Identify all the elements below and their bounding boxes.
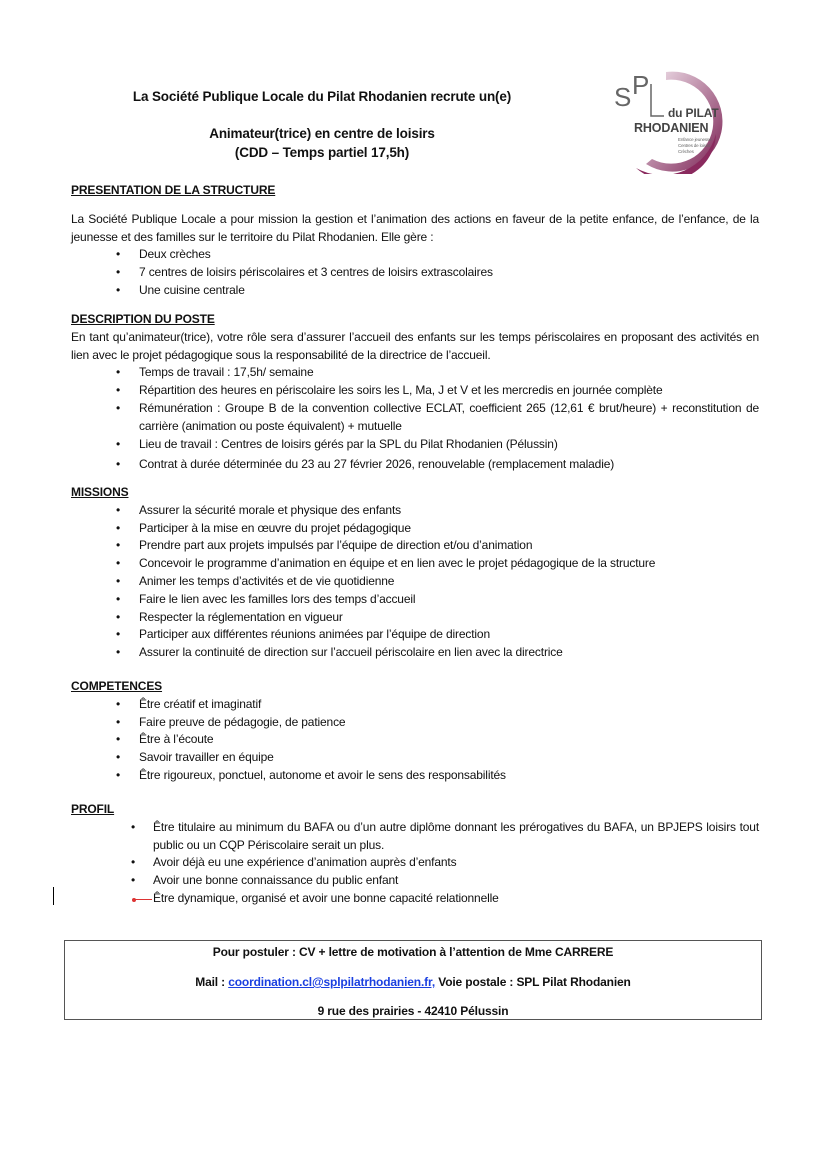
email-link[interactable]: coordination.cl@splpilatrhodanien.fr, <box>228 975 436 989</box>
section-missions <box>71 484 759 662</box>
list-item: • 7 centres de loisirs périscolaires et 3 centres de loisirs extrascolaires <box>71 264 759 282</box>
section-heading: PRESENTATION DE LA STRUCTURE <box>71 183 276 197</box>
list-item: • Savoir travailler en équipe <box>71 749 759 767</box>
list-item: • Participer à la mise en œuvre du projet pédagogique <box>71 520 759 538</box>
svg-text:du PILAT: du PILAT <box>668 106 719 120</box>
list-item: • Être créatif et imaginatif <box>71 696 759 714</box>
job-subtitle: (CDD – Temps partiel 17,5h) <box>234 145 410 160</box>
section-heading: MISSIONS <box>71 485 129 499</box>
svg-text:Centres de loisirs: Centres de loisirs <box>678 143 711 148</box>
svg-text:Enfance jeunesse: Enfance jeunesse <box>678 137 712 142</box>
list-item: • Rémunération : Groupe B de la convention collective ECLAT, coefficient 265 (12,61 € brut/heure) + reconstitution de carrière (animation ou poste équivalent) + mutuelle <box>71 400 759 436</box>
list-item: • Avoir une bonne connaissance du public enfant <box>71 872 759 890</box>
header-line: La Société Publique Locale du Pilat Rhodanien recrute un(e) <box>132 89 512 104</box>
svg-text:Crèches: Crèches <box>678 149 694 154</box>
section-heading: DESCRIPTION DU POSTE <box>71 312 215 326</box>
list-item: • Faire le lien avec les familles lors des temps d’accueil <box>71 591 759 609</box>
list-item: • Participer aux différentes réunions animées par l’équipe de direction <box>71 626 759 644</box>
paragraph: En tant qu’animateur(trice), votre rôle sera d’assurer l’accueil des enfants sur les temps périscolaires en proposant des activités en lien avec le projet pédagogique sous la responsabilité de la directrice de l’accueil. <box>71 329 759 362</box>
svg-text:RHODANIEN: RHODANIEN <box>634 121 709 135</box>
section-heading: PROFIL <box>71 802 115 816</box>
list-item: • Contrat à durée déterminée du 23 au 27 février 2026, renouvelable (remplacement maladie) <box>71 456 759 474</box>
section-profil <box>71 801 759 908</box>
list-item: • Temps de travail : 17,5h/ semaine <box>71 364 759 382</box>
list-item: • Prendre part aux projets impulsés par l’équipe de direction et/ou d’animation <box>71 537 759 555</box>
list-item: • Animer les temps d’activités et de vie quotidienne <box>71 573 759 591</box>
contact-line <box>65 975 761 989</box>
paragraph: La Société Publique Locale a pour mission la gestion et l’animation des actions en faveur de la petite enfance, de l’enfance, de la jeunesse et des familles sur le territoire du Pilat Rhodanien. Elle gère : <box>71 211 759 244</box>
job-title: Animateur(trice) en centre de loisirs <box>209 126 435 141</box>
svg-text:S: S <box>614 82 632 112</box>
list-item: • Faire preuve de pédagogie, de patience <box>71 714 759 732</box>
list-item: • Être à l’écoute <box>71 731 759 749</box>
list-item: • Deux crèches <box>71 246 759 264</box>
postal-label: Voie postale : SPL Pilat Rhodanien <box>435 975 631 989</box>
section-description <box>71 311 759 474</box>
change-bar <box>53 887 54 905</box>
apply-box <box>64 940 762 1020</box>
list-item: • Répartition des heures en périscolaire les soirs les L, Ma, J et V et les mercredis en journée complète <box>71 382 759 400</box>
apply-line: Pour postuler : CV + lettre de motivation à l’attention de Mme CARRERE <box>212 945 614 959</box>
list-item: • Lieu de travail : Centres de loisirs gérés par la SPL du Pilat Rhodanien (Pélussin) <box>71 436 759 454</box>
list-item: • Avoir déjà eu une expérience d’animation auprès d’enfants <box>71 854 759 872</box>
list-item-tracked-change: Être dynamique, organisé et avoir une bonne capacité relationnelle <box>71 890 759 908</box>
mail-label: Mail : <box>195 975 229 989</box>
list-item: • Concevoir le programme d’animation en équipe et en lien avec le projet pédagogique de la structure <box>71 555 759 573</box>
section-heading: COMPETENCES <box>71 679 163 693</box>
logo <box>606 64 726 174</box>
section-presentation <box>71 182 759 300</box>
logo-graphic <box>606 64 726 174</box>
section-competences <box>71 678 759 785</box>
address-line: 9 rue des prairies - 42410 Pélussin <box>317 1004 509 1018</box>
list-item: • Être rigoureux, ponctuel, autonome et avoir le sens des responsabilités <box>71 767 759 785</box>
list-item: • Respecter la réglementation en vigueur <box>71 609 759 627</box>
svg-text:P: P <box>632 70 650 100</box>
list-item: • Être titulaire au minimum du BAFA ou d’un autre diplôme donnant les prérogatives du BAFA, un BPJEPS loisirs tout public ou un CQP Périscolaire serait un plus. <box>71 819 759 855</box>
list-item: • Assurer la sécurité morale et physique des enfants <box>71 502 759 520</box>
list-item: • Assurer la continuité de direction sur l’accueil périscolaire en lien avec la directrice <box>71 644 759 662</box>
list-item: • Une cuisine centrale <box>71 282 759 300</box>
